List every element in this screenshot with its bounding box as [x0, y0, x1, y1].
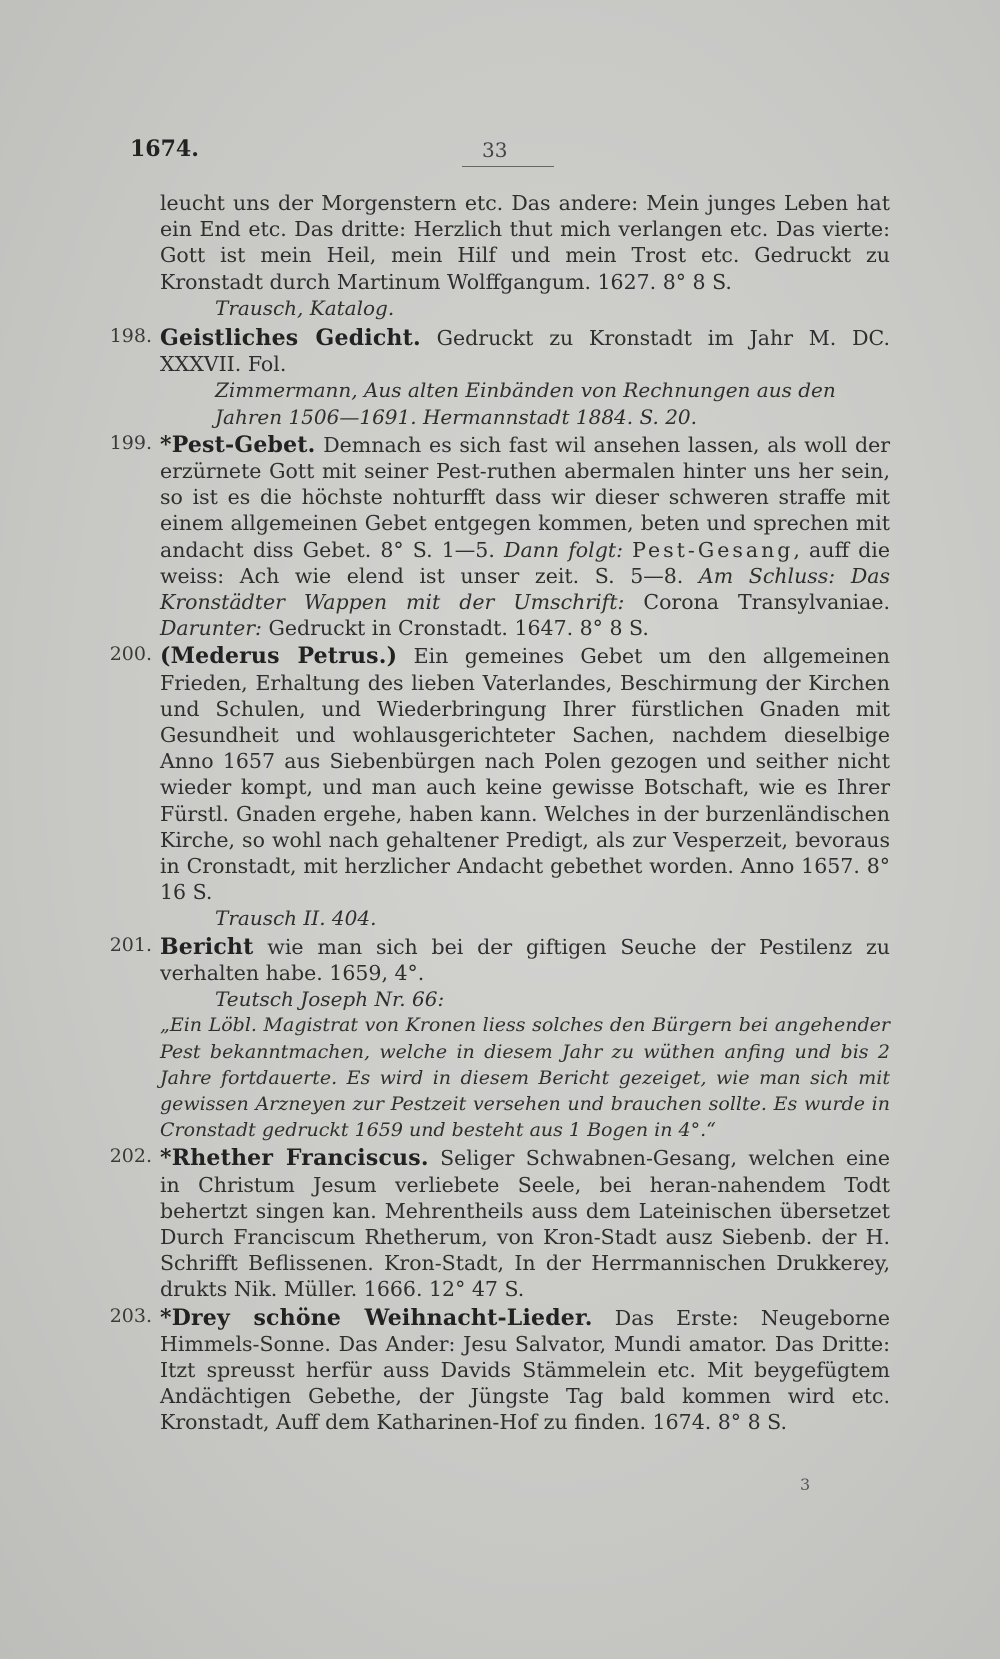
- entry-text: [160, 432, 890, 642]
- entry-text: [160, 1145, 890, 1302]
- signature-mark: 3: [800, 1475, 811, 1494]
- entry-198: [90, 325, 890, 430]
- entry-203: [90, 1305, 890, 1436]
- entry-cite: Teutsch Joseph Nr. 66:: [215, 987, 445, 1012]
- entry-number: 202.: [109, 1145, 152, 1168]
- entry-text: [160, 643, 890, 905]
- entry-title: Bericht: [160, 933, 254, 960]
- entry-note: Dann folgt:: [494, 537, 633, 562]
- entry-body: Ein gemeines Gebet um den allgemeinen Frieden, Erhaltung des lieben Vaterlandes, Beschirmung der Kirchen und Schulen, und Wiederbringung Ihrer fürstlichen Gnaden mit Gesundheit und wohlausgerichteter Sachen, nachdem dieselbige Anno 1657 aus Siebenbürgen nach Polen gezogen und seither nicht wieder kompt, und man auch keine gewisse Botschaft, wie es Ihrer Fürstl. Gnaden ergehe, haben kann. Welches in der burzenländischen Kirche, so wohl nach gehaltener Predigt, als zur Vesperzeit, bevoraus in Cronstadt, mit herzlicher Andacht gebethet worden. Anno 1657. 8° 16 S.: [160, 644, 890, 905]
- entry-text: [160, 934, 890, 986]
- entry-title: *Pest-Gebet.: [160, 431, 316, 458]
- entry-body: Gedruckt zu Kronstadt im Jahr M. DC. XXXVII. Fol.: [160, 326, 891, 377]
- entry-body: Seliger Schwabnen-Gesang, welchen eine in Christum Jesum verliebete Seele, bei heran-nahendem Todt behertzt singen kan. Mehrentheils auss dem Lateinischen übersetzet Durch Franciscum Rhetherum, von Kron-Stadt ausz Siebenb. der H. Schrifft Beflissenen. Kron-Stadt, In der Herrmannischen Drukkerey, drukts Nik. Müller. 1666. 12° 47 S.: [160, 1146, 890, 1302]
- entry-text: [160, 1305, 890, 1436]
- entry-body: wie man sich bei der giftigen Seuche der Pestilenz zu verhalten habe. 1659, 4°.: [160, 934, 890, 985]
- entry-title: *Drey schöne Weihnacht-Lieder.: [160, 1304, 593, 1331]
- entry-number: 200.: [109, 643, 152, 666]
- entry-body: Das Erste: Neugeborne Himmels-Sonne. Das Ander: Jesu Salvator, Mundi amator. Das Dritte: Itzt spreusst herfür auss Davids Stämmelein etc. Mit beygefügtem Andächtigen Gebethe, der Jüngste Tag bald kommen wird etc. Kronstadt, Auff dem Katharinen-Hof zu finden. 1674. 8° 8 S.: [160, 1305, 890, 1435]
- entry-number: 203.: [109, 1304, 152, 1327]
- page-body: [90, 190, 890, 1436]
- entry-title: (Mederus Petrus.): [160, 643, 398, 670]
- entry-202: [90, 1145, 890, 1302]
- entry-199: [90, 432, 890, 642]
- entry-title: *Rhether Franciscus.: [160, 1145, 429, 1172]
- header-rule: [462, 166, 554, 167]
- entry-quote: „Ein Löbl. Magistrat von Kronen liess solches den Bürgern bei angehender Pest bekanntmachen, welche in diesem Jahr zu wüthen anfing und bis 2 Jahre fortdauerte. Es wird in diesem Bericht gezeiget, wie man sich mit gewissen Arzneyen zur Pestzeit versehen und brauchen sollte. Es wurde in Cronstadt gedruckt 1659 und besteht aus 1 Bogen in 4°.“: [160, 1014, 890, 1142]
- entry-body-3: Corona Transylvaniae.: [643, 590, 890, 615]
- entry-text: [160, 325, 890, 377]
- entry-number: 199.: [109, 431, 152, 454]
- entry-spaced: Pest-Gesang: [632, 537, 794, 562]
- entry-body: Demnach es sich fast wil ansehen lassen, als woll der erzürnete Gott mit seiner Pest-ruthen abermalen hinter uns her sein, so ist es die höchste nohturfft dass wir dieser schweren straffe mit einem allgemeinen Gebet entgegen kommen, beten und sprechen mit andacht diss Gebet. 8° S. 1—5.: [160, 432, 890, 562]
- intro-entry: [90, 190, 890, 321]
- intro-text: leucht uns der Morgenstern etc. Das andere: Mein junges Leben hat ein End etc. Das dritte: Herzlich thut mich verlangen etc. Das vierte: Gott ist mein Heil, mein Hilf und mein Trost etc. Gedruckt zu Kronstadt durch Martinum Wolffgangum. 1627. 8° 8 S.: [160, 191, 890, 294]
- entry-body-4: Gedruckt in Cronstadt. 1647. 8° 8 S.: [268, 616, 649, 641]
- entry-number: 201.: [109, 933, 152, 956]
- entry-200: [90, 643, 890, 931]
- entry-cite: Zimmermann, Aus alten Einbänden von Rechnungen aus den Jahren 1506—1691. Hermannstadt 1884. S. 20.: [215, 378, 836, 429]
- entry-cite: Trausch II. 404.: [215, 906, 377, 931]
- entry-201: [90, 934, 890, 1144]
- entry-title: Geistliches Gedicht.: [160, 325, 421, 352]
- entry-number: 198.: [109, 325, 152, 348]
- header-year: 1674.: [130, 136, 199, 162]
- entry-note-2: Am Schluss: Das Kronstädter Wappen mit der Umschrift:: [160, 563, 891, 615]
- entry-body-2: , auff die weiss: Ach wie elend ist unser zeit. S. 5—8.: [160, 537, 890, 588]
- intro-cite: Trausch, Katalog.: [215, 295, 395, 320]
- page-number: 33: [482, 138, 508, 162]
- entry-note-3: Darunter:: [160, 616, 269, 641]
